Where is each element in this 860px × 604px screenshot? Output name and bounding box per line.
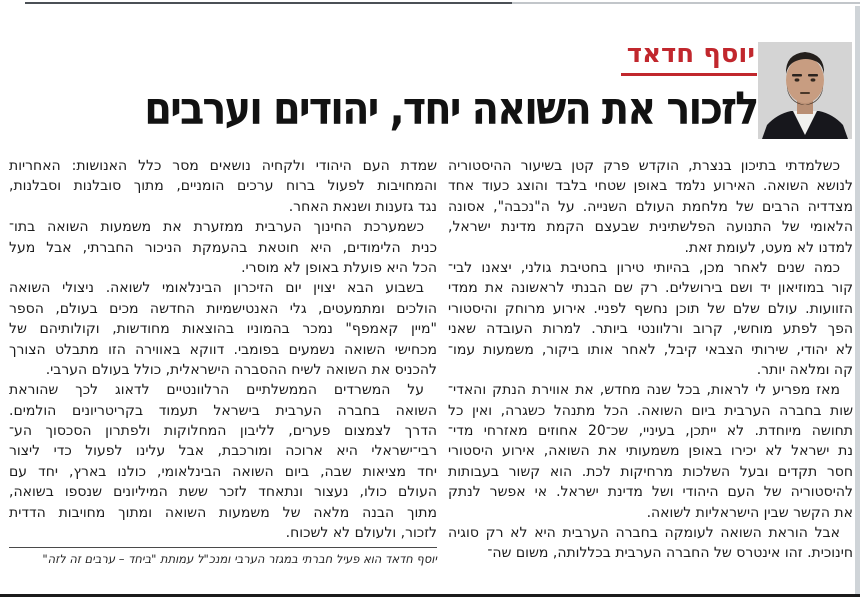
text-line: מאז מפריע לי לראות, בכל שנה מחדש, את אווירת הנתק והאדי־ — [448, 382, 840, 399]
text-line: כשלמדתי בתיכון בנצרת, הוקדש פרק קטן בשיעור ההיסטוריה — [448, 158, 840, 174]
text-line: הלאומי של התנועה הפלשתינית שבעצם הקמת מדינת ישראל, — [448, 219, 853, 236]
text-line: לא יהודי, שירותי הצבאי קיבל, לאחר אותו ביקור, משמעות עמו־ — [448, 341, 853, 358]
paragraph — [448, 258, 853, 380]
text-line: השואה בחברה הערבית בישראל תעמוד בקריטריונים הולמים. — [9, 402, 437, 419]
text-line: הדרך לצמצום פערים, לליבון המחלוקות ולפתרון הסכסוך הע־ — [9, 423, 437, 440]
paragraph — [448, 523, 853, 564]
bottom-divider — [0, 594, 860, 597]
text-line: הכל היא פועלת באופן לא מוסרי. — [241, 259, 437, 276]
top-divider-light — [512, 2, 860, 4]
paragraph — [9, 156, 437, 217]
text-line: על המשרדים הממשלתיים הרלוונטיים לדאוג לכך שהוראת — [9, 382, 424, 399]
text-line: לזכור, ולעולם לא לשכוח. — [285, 525, 437, 542]
page-edge — [855, 6, 860, 594]
footnote-divider — [9, 547, 437, 548]
text-line: כנית הלימודים, היא חוטאת בהעמקת הניכור החברתי, אבל מעל — [9, 239, 437, 256]
text-line: שות בחברה הערבית ביום השואה. הכל מתנהל כשגרה, ואין כל — [448, 402, 853, 419]
paragraph — [9, 278, 437, 380]
top-divider-dark — [25, 2, 512, 4]
text-line: כמה שנים לאחר מכן, בהיותי טירון בחטיבת גולני, יצאנו לבי־ — [448, 259, 840, 276]
text-line: רבי־ישראלי היא ארוכה ומורכבת, אבל עלינו לפעול כדי ליצור — [9, 443, 437, 460]
paragraph — [448, 380, 853, 523]
text-line: העולם כולו, נעצור ונתאחד לזכר ששת המיליונים שנספו בשואה, — [9, 484, 437, 501]
text-line: למדנו לא מעט, לעומת זאת. — [684, 239, 853, 256]
text-line: נגד גזענות ושנאת האחר. — [288, 198, 437, 215]
byline-underline — [621, 73, 757, 76]
text-line: קור במוזיאון יד ושם בירושלים. רק שם הבנתי לראשונה את ממדי — [448, 280, 853, 297]
article-column-left — [9, 156, 437, 543]
text-line: הולכים ומתמעטים, גלי האנטישמיות החדשה מכים בעולם, הספר — [9, 300, 437, 317]
author-footnote: יוסף חדאד הוא פעיל חברתי במגזר הערבי ומנכ"ל עמותת "ביחד – ערבים זה לזה" — [42, 552, 437, 566]
text-line: תחושה מיוחדת. לא ייתכן, בעיניי, שכ־20 אחוזים מאזרחי מדי־ — [448, 423, 853, 440]
text-line: חסר תקדים ובעל השלכות מרחיקות לכת. הוא קשור בעבותות — [448, 463, 853, 480]
text-line: להיסטוריה של העם היהודי ושל מדינת ישראל. אי אפשר לנתק — [448, 484, 853, 501]
text-line: להכניס את השואה לשיח ההסברה הישראלית, כולל בעולם הערבי. — [45, 361, 437, 378]
text-line: קה ומלאה יותר. — [756, 361, 853, 378]
text-line: את הקשר שבין הישראליות לשואה. — [646, 504, 853, 521]
text-line: בשבוע הבא יצוין יום הזיכרון הבינלאומי לשואה. ניצולי השואה — [9, 280, 424, 297]
text-line: שמדת העם היהודי ולקחיה נושאים מסר כלל האנושות: האחריות — [9, 158, 437, 174]
article-headline: לזכור את השואה יחד, יהודים וערבים — [143, 81, 757, 135]
text-line: אבל הוראת השואה לעומקה בחברה הערבית היא לא רק סוגיה — [448, 525, 840, 542]
text-line: מכחישי השואה נשמעים בפומבי. דווקא באווירה הזו מתבלט הצורך — [9, 341, 437, 358]
text-line: לנושא השואה. האירוע נלמד באופן שטחי בלבד והוצג כעוד אחד — [448, 178, 853, 195]
paragraph — [9, 380, 437, 543]
text-line: חינוכית. זהו אינטרס של החברה הערבית בכללותה, משום שה־ — [487, 545, 853, 562]
text-line: נת ישראל לא יכירו באופן משמעותי את השואה, אירוע היסטורי — [448, 443, 853, 460]
byline-author: יוסף חדאד — [626, 39, 755, 69]
text-line: מתוך הבנה מלאה של משמעות השואה ומתוך מחויבות הדדית — [9, 504, 437, 521]
article-column-right — [448, 156, 853, 564]
portrait-illustration — [758, 42, 852, 139]
text-line: יחד מציאות שבה, ביום השואה הבינלאומי, כולנו בארץ, יחד עם — [9, 463, 437, 480]
author-portrait-photo — [758, 42, 852, 139]
text-line: הפך לפתע מוחשי, קרוב ורלוונטי ביותר. למרות העובדה שאני — [448, 321, 853, 338]
text-line: והמחויבות לפעול ברוח ערכים הומניים, מתוך סובלנות וסבלנות, — [9, 178, 437, 195]
paragraph — [448, 156, 853, 258]
paragraph — [9, 217, 437, 278]
text-line: הזוועות. עולם שלם של תוכן נחשף לפניי. אירוע מרוחק והיסטורי — [448, 300, 853, 317]
text-line: מצדדיה הרבים של מלחמת העולם השנייה. על ה"נכבה", אסונה — [448, 198, 853, 215]
text-line: כשמערכת החינוך הערבית ממזערת את משמעות השואה בתו־ — [9, 219, 424, 236]
text-line: "מיין קאמפף" נמכר בהמוניו בהוצאות מחודשות, וקולותיהם של — [9, 321, 437, 338]
